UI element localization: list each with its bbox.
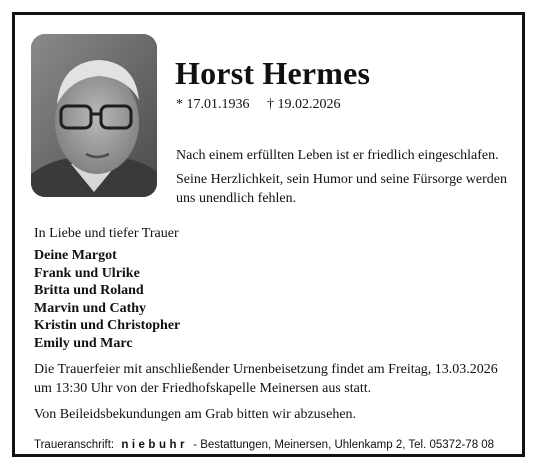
mourning-intro: In Liebe und tiefer Trauer: [34, 226, 179, 241]
mourner-name: Frank und Ulrike: [34, 265, 140, 281]
funeral-home-logo: niebuhr: [121, 439, 188, 451]
obituary-frame: [12, 12, 525, 457]
deceased-name: Horst Hermes: [175, 55, 371, 91]
condolence-notice: Von Beileidsbekundungen am Grab bitten wir abzusehen.: [34, 407, 357, 422]
mourner-name: Deine Margot: [34, 248, 117, 263]
footer-address: - Bestattungen, Meinersen, Uhlenkamp 2, Tel. 05372-78 08: [193, 439, 495, 451]
mourner-name: Marvin und Cathy: [34, 300, 147, 316]
mourners-list: [34, 247, 180, 352]
mourner-name: Kristin und Christopher: [34, 318, 181, 333]
farewell-line: Nach einem erfüllten Leben ist er friedlich eingeschlafen.: [176, 148, 499, 163]
ceremony-notice: Die Trauerfeier mit anschließender Urnenbeisetzung findet am Freitag, 13.03.2026 um 13:30 Uhr von der Friedhofskapelle Meinersen aus statt.: [34, 362, 498, 396]
life-dates: [176, 97, 341, 113]
funeral-home-footer: [34, 439, 494, 451]
death-date: † 19.02.2026: [267, 97, 341, 112]
tribute-line: Seine Herzlichkeit, sein Humor und seine Fürsorge werden uns unendlich fehlen.: [176, 172, 507, 206]
birth-date: * 17.01.1936: [176, 97, 250, 112]
mourner-name: Britta und Roland: [34, 283, 144, 298]
footer-prefix: Traueranschrift:: [34, 439, 115, 451]
mourner-name: Emily und Marc: [34, 335, 133, 351]
portrait-photo: [31, 34, 157, 197]
